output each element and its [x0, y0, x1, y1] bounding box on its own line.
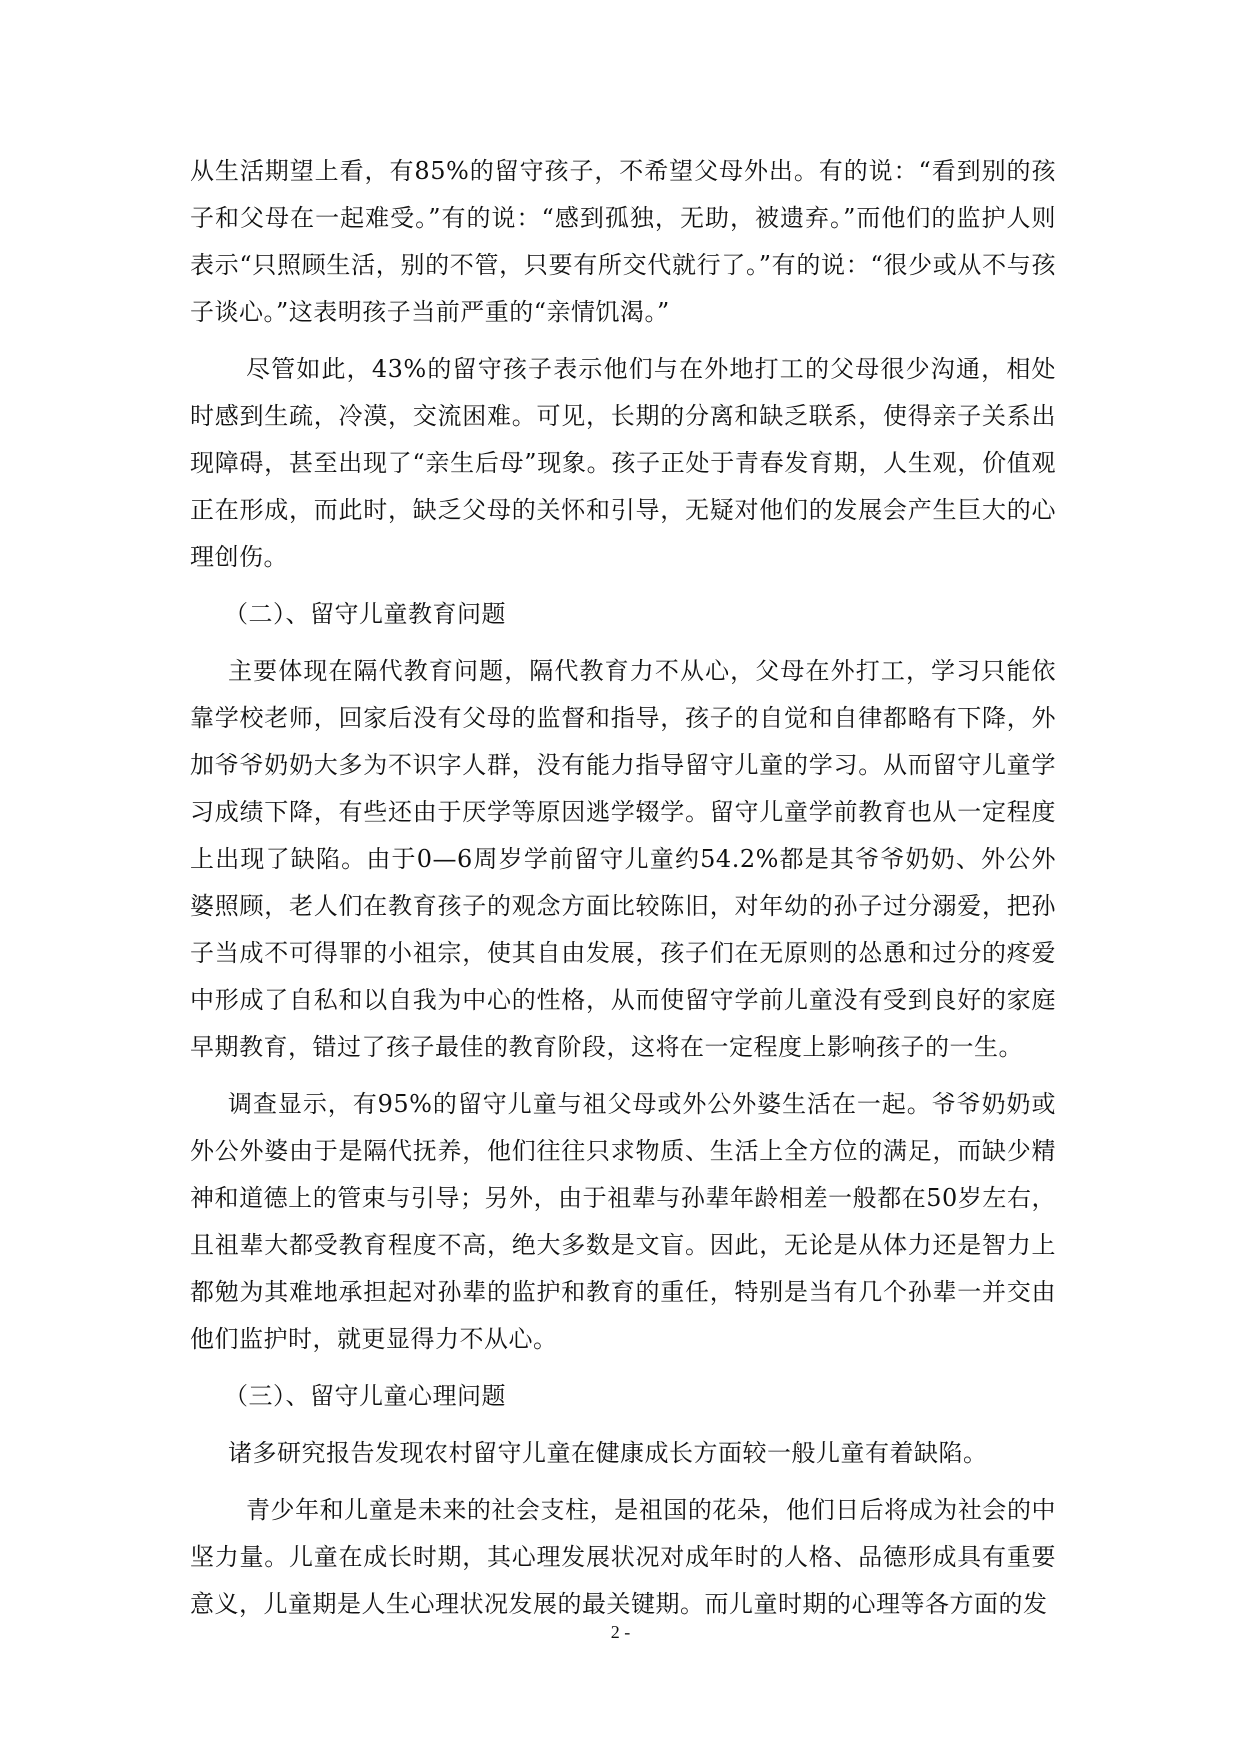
page-content	[190, 148, 1056, 1638]
paragraph-research: 诸多研究报告发现农村留守儿童在健康成长方面较一般儿童有着缺陷。	[228, 1439, 988, 1467]
paragraph-youth: 青少年和儿童是未来的社会支柱，是祖国的花朵，他们日后将成为社会的中坚力量。儿童在成长时期，其心理发展状况对成年时的人格、品德形成具有重要意义，儿童期是人生心理状况发展的最关键期。而儿童时期的心理等各方面的发	[190, 1496, 1056, 1618]
paragraph-communication: 尽管如此，43%的留守孩子表示他们与在外地打工的父母很少沟通，相处时感到生疏，冷漠，交流困难。可见，长期的分离和缺乏联系，使得亲子关系出现障碍，甚至出现了“亲生后母”现象。孩子正处于青春发育期，人生观，价值观正在形成，而此时，缺乏父母的关怀和引导，无疑对他们的发展会产生巨大的心理创伤。	[190, 355, 1056, 571]
paragraph-education: 主要体现在隔代教育问题，隔代教育力不从心，父母在外打工，学习只能依靠学校老师，回家后没有父母的监督和指导，孩子的自觉和自律都略有下降，外加爷爷奶奶大多为不识字人群，没有能力指导留守儿童的学习。从而留守儿童学习成绩下降，有些还由于厌学等原因逃学辍学。留守儿童学前教育也从一定程度上出现了缺陷。由于0—6周岁学前留守儿童约54.2%都是其爷爷奶奶、外公外婆照顾，老人们在教育孩子的观念方面比较陈旧，对年幼的孙子过分溺爱，把孙子当成不可得罪的小祖宗，使其自由发展，孩子们在无原则的怂恿和过分的疼爱中形成了自私和以自我为中心的性格，从而使留守学前儿童没有受到良好的家庭早期教育，错过了孩子最佳的教育阶段，这将在一定程度上影响孩子的一生。	[190, 657, 1056, 1061]
page-number: 2 -	[610, 1622, 631, 1642]
paragraph-life-expectation: 从生活期望上看，有85%的留守孩子，不希望父母外出。有的说：“看到别的孩子和父母在一起难受。”有的说：“感到孤独，无助，被遗弃。”而他们的监护人则表示“只照顾生活，别的不管，只要有所交代就行了。”有的说：“很少或从不与孩子谈心。”这表明孩子当前严重的“亲情饥渴。”	[190, 157, 1056, 326]
section-heading-psychology: （三）、留守儿童心理问题	[224, 1382, 506, 1410]
paragraph-survey: 调查显示，有95%的留守儿童与祖父母或外公外婆生活在一起。爷爷奶奶或外公外婆由于是隔代抚养，他们往往只求物质、生活上全方位的满足，而缺少精神和道德上的管束与引导；另外，由于祖辈与孙辈年龄相差一般都在50岁左右，且祖辈大都受教育程度不高，绝大多数是文盲。因此，无论是从体力还是智力上都勉为其难地承担起对孙辈的监护和教育的重任，特别是当有几个孙辈一并交由他们监护时，就更显得力不从心。	[190, 1090, 1056, 1353]
section-heading-education: （二）、留守儿童教育问题	[224, 600, 506, 628]
